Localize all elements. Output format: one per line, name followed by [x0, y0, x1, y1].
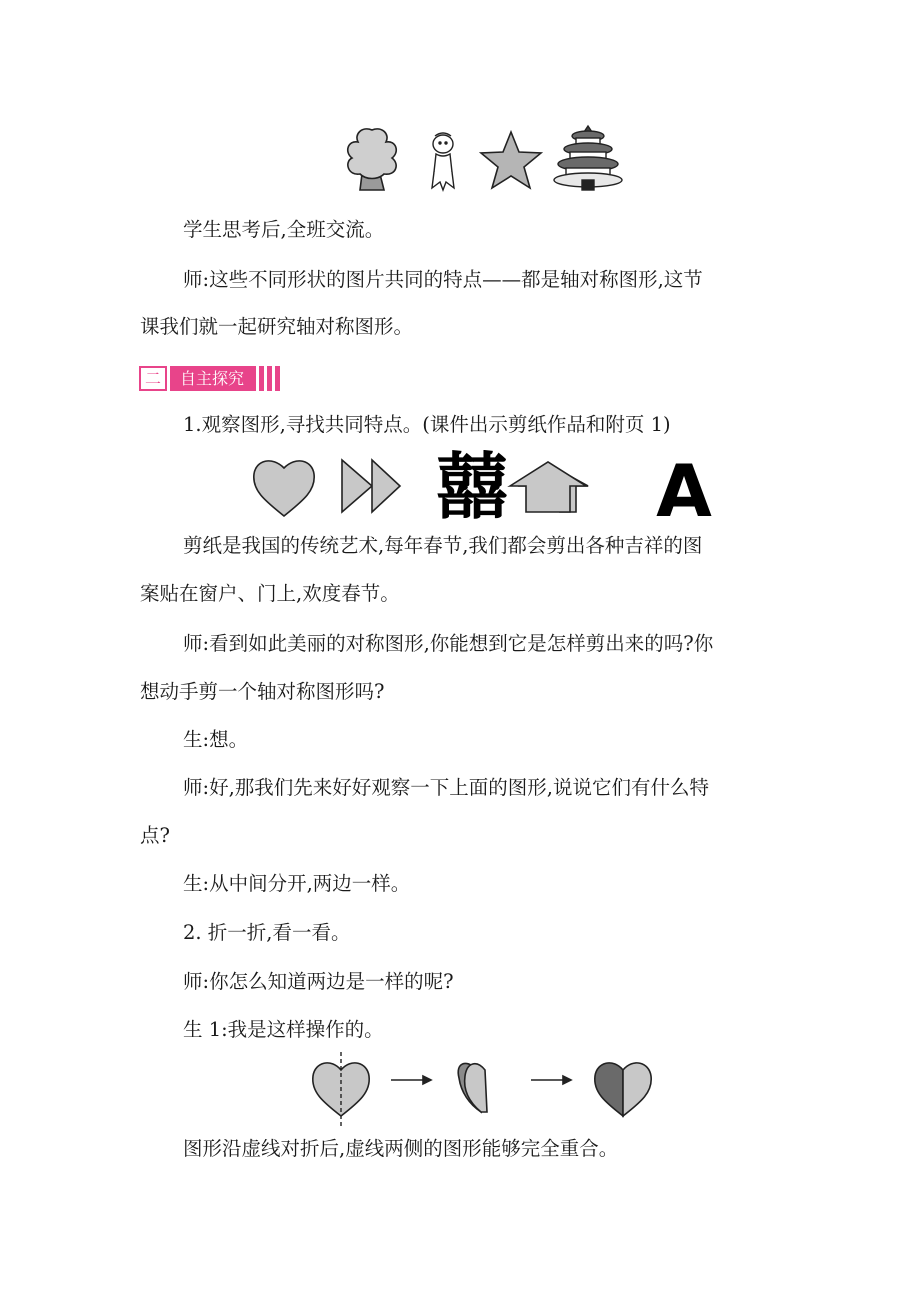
- folded-heart: [458, 1063, 487, 1112]
- paragraph-teacher-observe-2: 点?: [140, 824, 170, 847]
- top-figures: [340, 122, 630, 196]
- shapes-row: [250, 450, 720, 524]
- paragraph-teacher-how: 师:你怎么知道两边是一样的呢?: [183, 970, 454, 993]
- fold-sequence-figure: [305, 1050, 665, 1128]
- paragraph-student-split: 生:从中间分开,两边一样。: [183, 872, 411, 895]
- section-number: 二: [139, 366, 167, 391]
- paragraph-discussion: 学生思考后,全班交流。: [183, 218, 385, 241]
- house-arrow-shape: [510, 462, 588, 512]
- doll-icon: [432, 133, 454, 190]
- temple-icon: [554, 126, 622, 190]
- paragraph-teacher-question-1: 师:看到如此美丽的对称图形,你能想到它是怎样剪出来的吗?你: [183, 632, 714, 655]
- tree-icon: [348, 129, 397, 190]
- heart-with-fold-line: [313, 1052, 369, 1126]
- paragraph-teacher-observe-1: 师:好,那我们先来好好观察一下上面的图形,说说它们有什么特: [183, 776, 709, 799]
- paragraph-teacher-question-2: 想动手剪一个轴对称图形吗?: [140, 680, 385, 703]
- unfolded-heart: [595, 1063, 651, 1116]
- paragraph-fold: 2. 折一折,看一看。: [183, 921, 351, 944]
- double-happiness-glyph: 囍: [435, 450, 509, 524]
- paragraph-papercut-2: 案贴在窗户、门上,欢度春节。: [140, 582, 400, 605]
- letter-a-shape: A: [656, 450, 712, 524]
- paragraph-observe: 1.观察图形,寻找共同特点。(课件出示剪纸作品和附页 1): [183, 413, 671, 436]
- section-title: 自主探究: [170, 366, 256, 391]
- paragraph-teacher-intro-1: 师:这些不同形状的图片共同的特点——都是轴对称图形,这节: [183, 268, 703, 291]
- section-heading: [139, 366, 283, 391]
- paragraph-student-answer: 生:想。: [183, 728, 249, 751]
- star-icon: [481, 132, 541, 188]
- arrow-right-icon-2: [531, 1076, 571, 1084]
- paragraph-student1: 生 1:我是这样操作的。: [183, 1018, 384, 1041]
- paragraph-teacher-intro-2: 课我们就一起研究轴对称图形。: [140, 315, 414, 338]
- double-arrow-shape: [342, 460, 400, 512]
- paragraph-papercut-1: 剪纸是我国的传统艺术,每年春节,我们都会剪出各种吉祥的图: [183, 534, 703, 557]
- arrow-right-icon: [391, 1076, 431, 1084]
- paragraph-conclusion: 图形沿虚线对折后,虚线两侧的图形能够完全重合。: [183, 1137, 619, 1160]
- heart-shape: [254, 461, 314, 516]
- section-decoration: [259, 366, 283, 391]
